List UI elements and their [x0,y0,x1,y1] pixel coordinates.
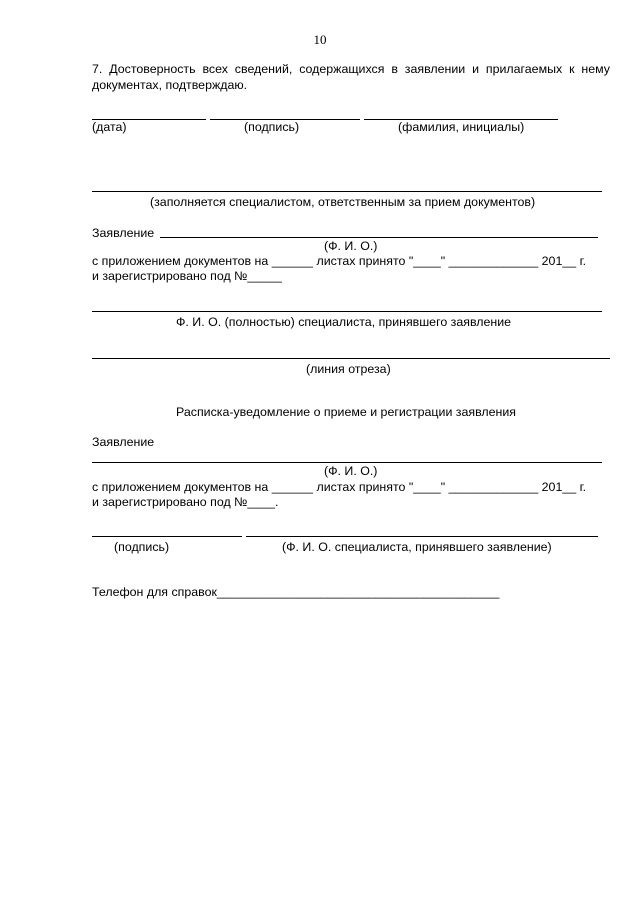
name-label: (фамилия, инициалы) [398,120,525,134]
specialist-fio-label: Ф. И. О. (полностью) специалиста, принявшего заявление [176,315,512,329]
page-number: 10 [313,32,327,47]
specialist-note: (заполняется специалистом, ответственным за прием документов) [150,195,536,209]
receipt-fio-label: (Ф. И. О.) [324,464,378,478]
receipt-attachment-text: с приложением документов на ______ листах принято "____" _____________ 201__ г. [92,480,587,494]
attachment-text: с приложением документов на ______ листах принято "____" _____________ 201__ г. [92,254,587,268]
cut-line-label: (линия отреза) [306,362,391,376]
fio-label: (Ф. И. О.) [324,239,378,253]
phone-text: Телефон для справок_________________________________________ [92,585,500,599]
receipt-specialist-label: (Ф. И. О. специалиста, принявшего заявление) [282,540,552,554]
receipt-specialist-line [246,536,598,537]
cut-line [92,358,610,359]
registered-text: и зарегистрировано под №_____ [92,269,282,283]
specialist-line [92,191,602,192]
date-label: (дата) [92,120,127,134]
receipt-application-label: Заявление [92,435,155,449]
receipt-title: Расписка-уведомление о приеме и регистрации заявления [176,405,516,419]
application-line [160,237,598,238]
confirmation-paragraph: 7. Достоверность всех сведений, содержащихся в заявлении и прилагаемых к нему документах, подтверждаю. [92,62,610,92]
specialist-fio-line [92,311,602,312]
receipt-signature-label: (подпись) [114,540,170,554]
receipt-application-line [92,462,602,463]
signature-label: (подпись) [244,120,300,134]
receipt-registered-text: и зарегистрировано под №____. [92,495,279,509]
application-label: Заявление [92,226,155,240]
receipt-signature-line [92,536,242,537]
